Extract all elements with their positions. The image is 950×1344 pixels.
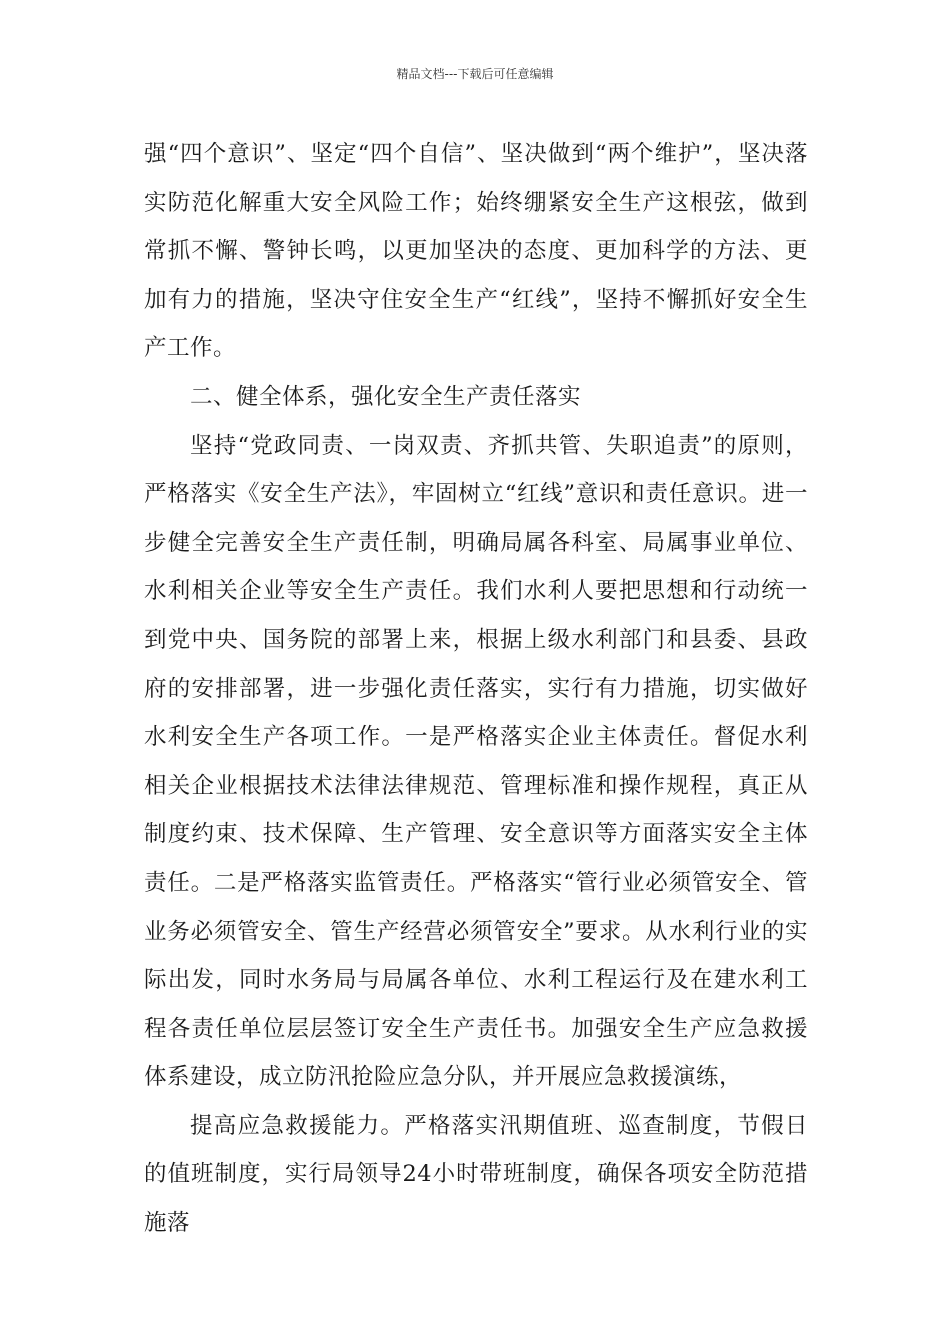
section-heading: 二、健全体系，强化安全生产责任落实 bbox=[190, 383, 582, 410]
page-header: 精品文档---下载后可任意编辑 bbox=[396, 67, 554, 81]
paragraph-continued: 强“四个意识”、坚定“四个自信”、坚决做到“两个维护”，坚决落实防范化解重大安全风险工作；始终绷紧安全生产这根弦，做到常抓不懈、警钟长鸣，以更加坚决的态度、更加科学的方法、更加有力的措施，坚决守住安全生产“红线”，坚持不懈抓好安全生产工作。 bbox=[144, 141, 808, 362]
paragraph-responsibility: 坚持“党政同责、一岗双责、齐抓共管、失职追责”的原则，严格落实《安全生产法》，牢固树立“红线”意识和责任意识。进一步健全完善安全生产责任制，明确局属各科室、局属事业单位、水利相关企业等安全生产责任。我们水利人要把思想和行动统一到党中央、国务院的部署上来，根据上级水利部门和县委、县政府的安排部署，进一步强化责任落实，实行有力措施，切实做好水利安全生产各项工作。一是严格落实企业主体责任。督促水利相关企业根据技术法律法律规范、管理标准和操作规程，真正从制度约束、技术保障、生产管理、安全意识等方面落实安全主体责任。二是严格落实监管责任。严格落实“管行业必须管安全、管业务必须管安全、管生产经营必须管安全”要求。从水利行业的实际出发，同时水务局与局属各单位、水利工程运行及在建水利工程各责任单位层层签订安全生产责任书。加强安全生产应急救援体系建设，成立防汛抢险应急分队，并开展应急救援演练， bbox=[144, 432, 808, 1091]
document-body bbox=[144, 130, 808, 1248]
paragraph-emergency: 提高应急救援能力。严格落实汛期值班、巡查制度，节假日的值班制度，实行局领导24小时带班制度，确保各项安全防范措施落 bbox=[144, 1112, 808, 1237]
